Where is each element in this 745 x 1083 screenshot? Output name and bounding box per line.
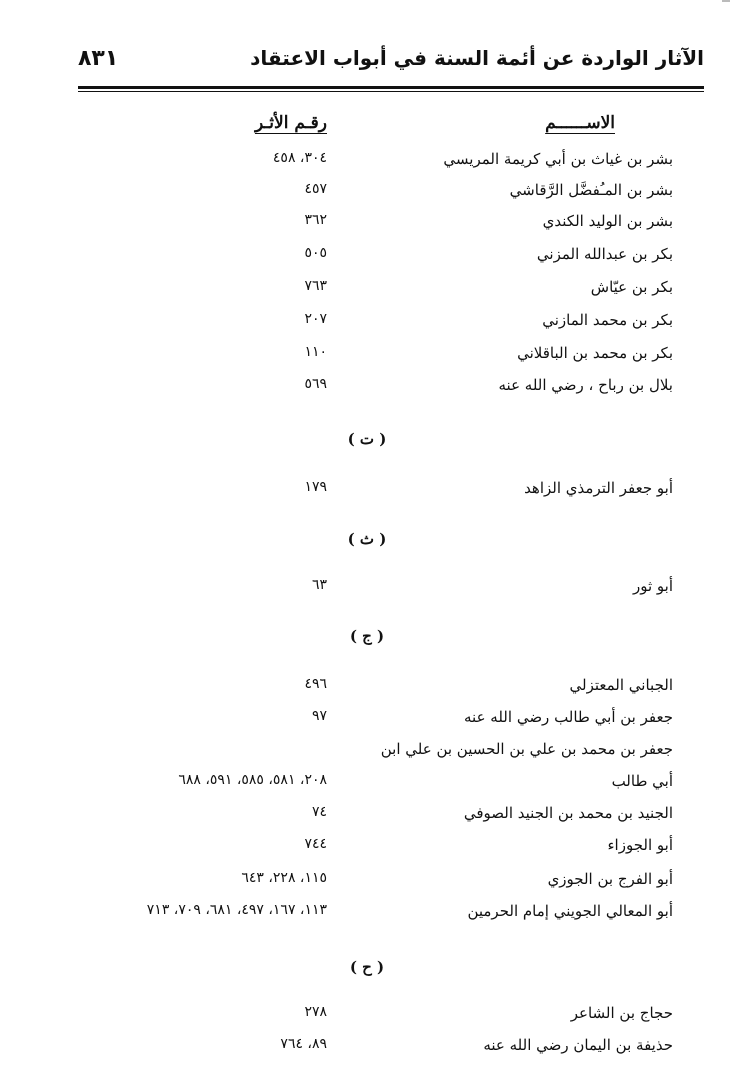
entry-name: بكر بن عيّاش — [590, 278, 673, 296]
index-row — [0, 866, 745, 896]
entry-reference-numbers: ٦٣ — [311, 577, 327, 593]
entry-name: أبو المعالي الجويني إمام الحرمين — [467, 902, 673, 920]
entry-reference-numbers: ٤٩٦ — [304, 676, 327, 692]
entry-reference-numbers: ١١٥، ٢٢٨، ٦٤٣ — [241, 870, 327, 886]
entry-reference-numbers: ٥٦٩ — [304, 376, 327, 392]
entry-name: بكر بن محمد بن الباقلاني — [517, 344, 673, 362]
index-row — [0, 768, 745, 798]
header-rule-thick — [78, 86, 704, 89]
index-row — [0, 672, 745, 702]
index-row — [0, 736, 745, 766]
index-row — [0, 898, 745, 928]
scan-mark — [722, 0, 730, 2]
header-rule-thin — [78, 91, 704, 92]
index-row — [0, 208, 745, 238]
entry-reference-numbers: ٧٦٣ — [304, 278, 327, 294]
entry-name: الجنيد بن محمد بن الجنيد الصوفي — [463, 804, 673, 822]
section-letter-heading: ( ت ) — [347, 430, 387, 448]
running-title: الآثار الواردة عن أئمة السنة في أبواب الاعتقاد — [250, 46, 704, 70]
index-row — [0, 1032, 745, 1062]
entry-name: بلال بن رباح ، رضي الله عنه — [498, 376, 673, 394]
index-row — [0, 177, 745, 207]
entry-name: حذيفة بن اليمان رضي الله عنه — [483, 1036, 673, 1054]
entry-reference-numbers: ٢٧٨ — [304, 1004, 327, 1020]
index-row — [0, 372, 745, 402]
entry-reference-numbers: ٣٠٤، ٤٥٨ — [272, 150, 327, 166]
index-row — [0, 832, 745, 862]
entry-name: بكر بن عبدالله المزني — [536, 245, 673, 263]
entry-name: أبو الجوزاء — [607, 836, 673, 854]
section-letter-heading: ( ح ) — [349, 958, 385, 976]
section-letter-heading: ( ج ) — [349, 627, 385, 645]
entry-reference-numbers: ١١٣، ١٦٧، ٤٩٧، ٦٨١، ٧٠٩، ٧١٣ — [146, 902, 327, 918]
entry-name: أبو ثور — [632, 577, 673, 595]
index-row — [0, 307, 745, 337]
entry-reference-numbers: ٤٥٧ — [304, 181, 327, 197]
entry-reference-numbers: ٧٤ — [311, 804, 327, 820]
page-number: ٨٣١ — [78, 46, 119, 71]
index-row — [0, 704, 745, 734]
entry-reference-numbers: ٩٧ — [311, 708, 327, 724]
entry-name: الجباني المعتزلي — [569, 676, 673, 694]
entry-name: بشر بن المـُفضَّل الرَّقاشي — [509, 181, 673, 199]
index-row — [0, 241, 745, 271]
entry-reference-numbers: ١١٠ — [304, 344, 327, 360]
index-row — [0, 340, 745, 370]
index-row — [0, 274, 745, 304]
entry-name: جعفر بن أبي طالب رضي الله عنه — [464, 708, 673, 726]
index-row — [0, 475, 745, 505]
page-header — [78, 40, 704, 84]
entry-reference-numbers: ٧٤٤ — [304, 836, 327, 852]
entry-reference-numbers: ٢٠٨، ٥٨١، ٥٨٥، ٥٩١، ٦٨٨ — [178, 772, 327, 788]
entry-name: حجاج بن الشاعر — [570, 1004, 673, 1022]
entry-name: بشر بن غياث بن أبي كريمة المريسي — [443, 150, 673, 168]
column-header-name: الاســــــم — [545, 113, 615, 133]
entry-reference-numbers: ٣٦٢ — [304, 212, 327, 228]
index-row — [0, 1000, 745, 1030]
entry-name: أبي طالب — [611, 772, 673, 790]
entry-reference-numbers: ٥٠٥ — [304, 245, 327, 261]
entry-reference-numbers: ١٧٩ — [304, 479, 327, 495]
entry-name: أبو الفرج بن الجوزي — [547, 870, 673, 888]
entry-reference-numbers: ٢٠٧ — [304, 311, 327, 327]
column-header-number: رقـم الأثـر — [254, 113, 327, 133]
index-row — [0, 146, 745, 176]
index-row — [0, 573, 745, 603]
entry-name: أبو جعفر الترمذي الزاهد — [524, 479, 673, 497]
entry-name: بكر بن محمد المازني — [542, 311, 673, 329]
entry-reference-numbers: ٨٩، ٧٦٤ — [280, 1036, 327, 1052]
entry-name: بشر بن الوليد الكندي — [542, 212, 673, 230]
index-row — [0, 800, 745, 830]
entry-name: جعفر بن محمد بن علي بن الحسين بن علي ابن — [380, 740, 673, 758]
section-letter-heading: ( ث ) — [347, 530, 387, 548]
